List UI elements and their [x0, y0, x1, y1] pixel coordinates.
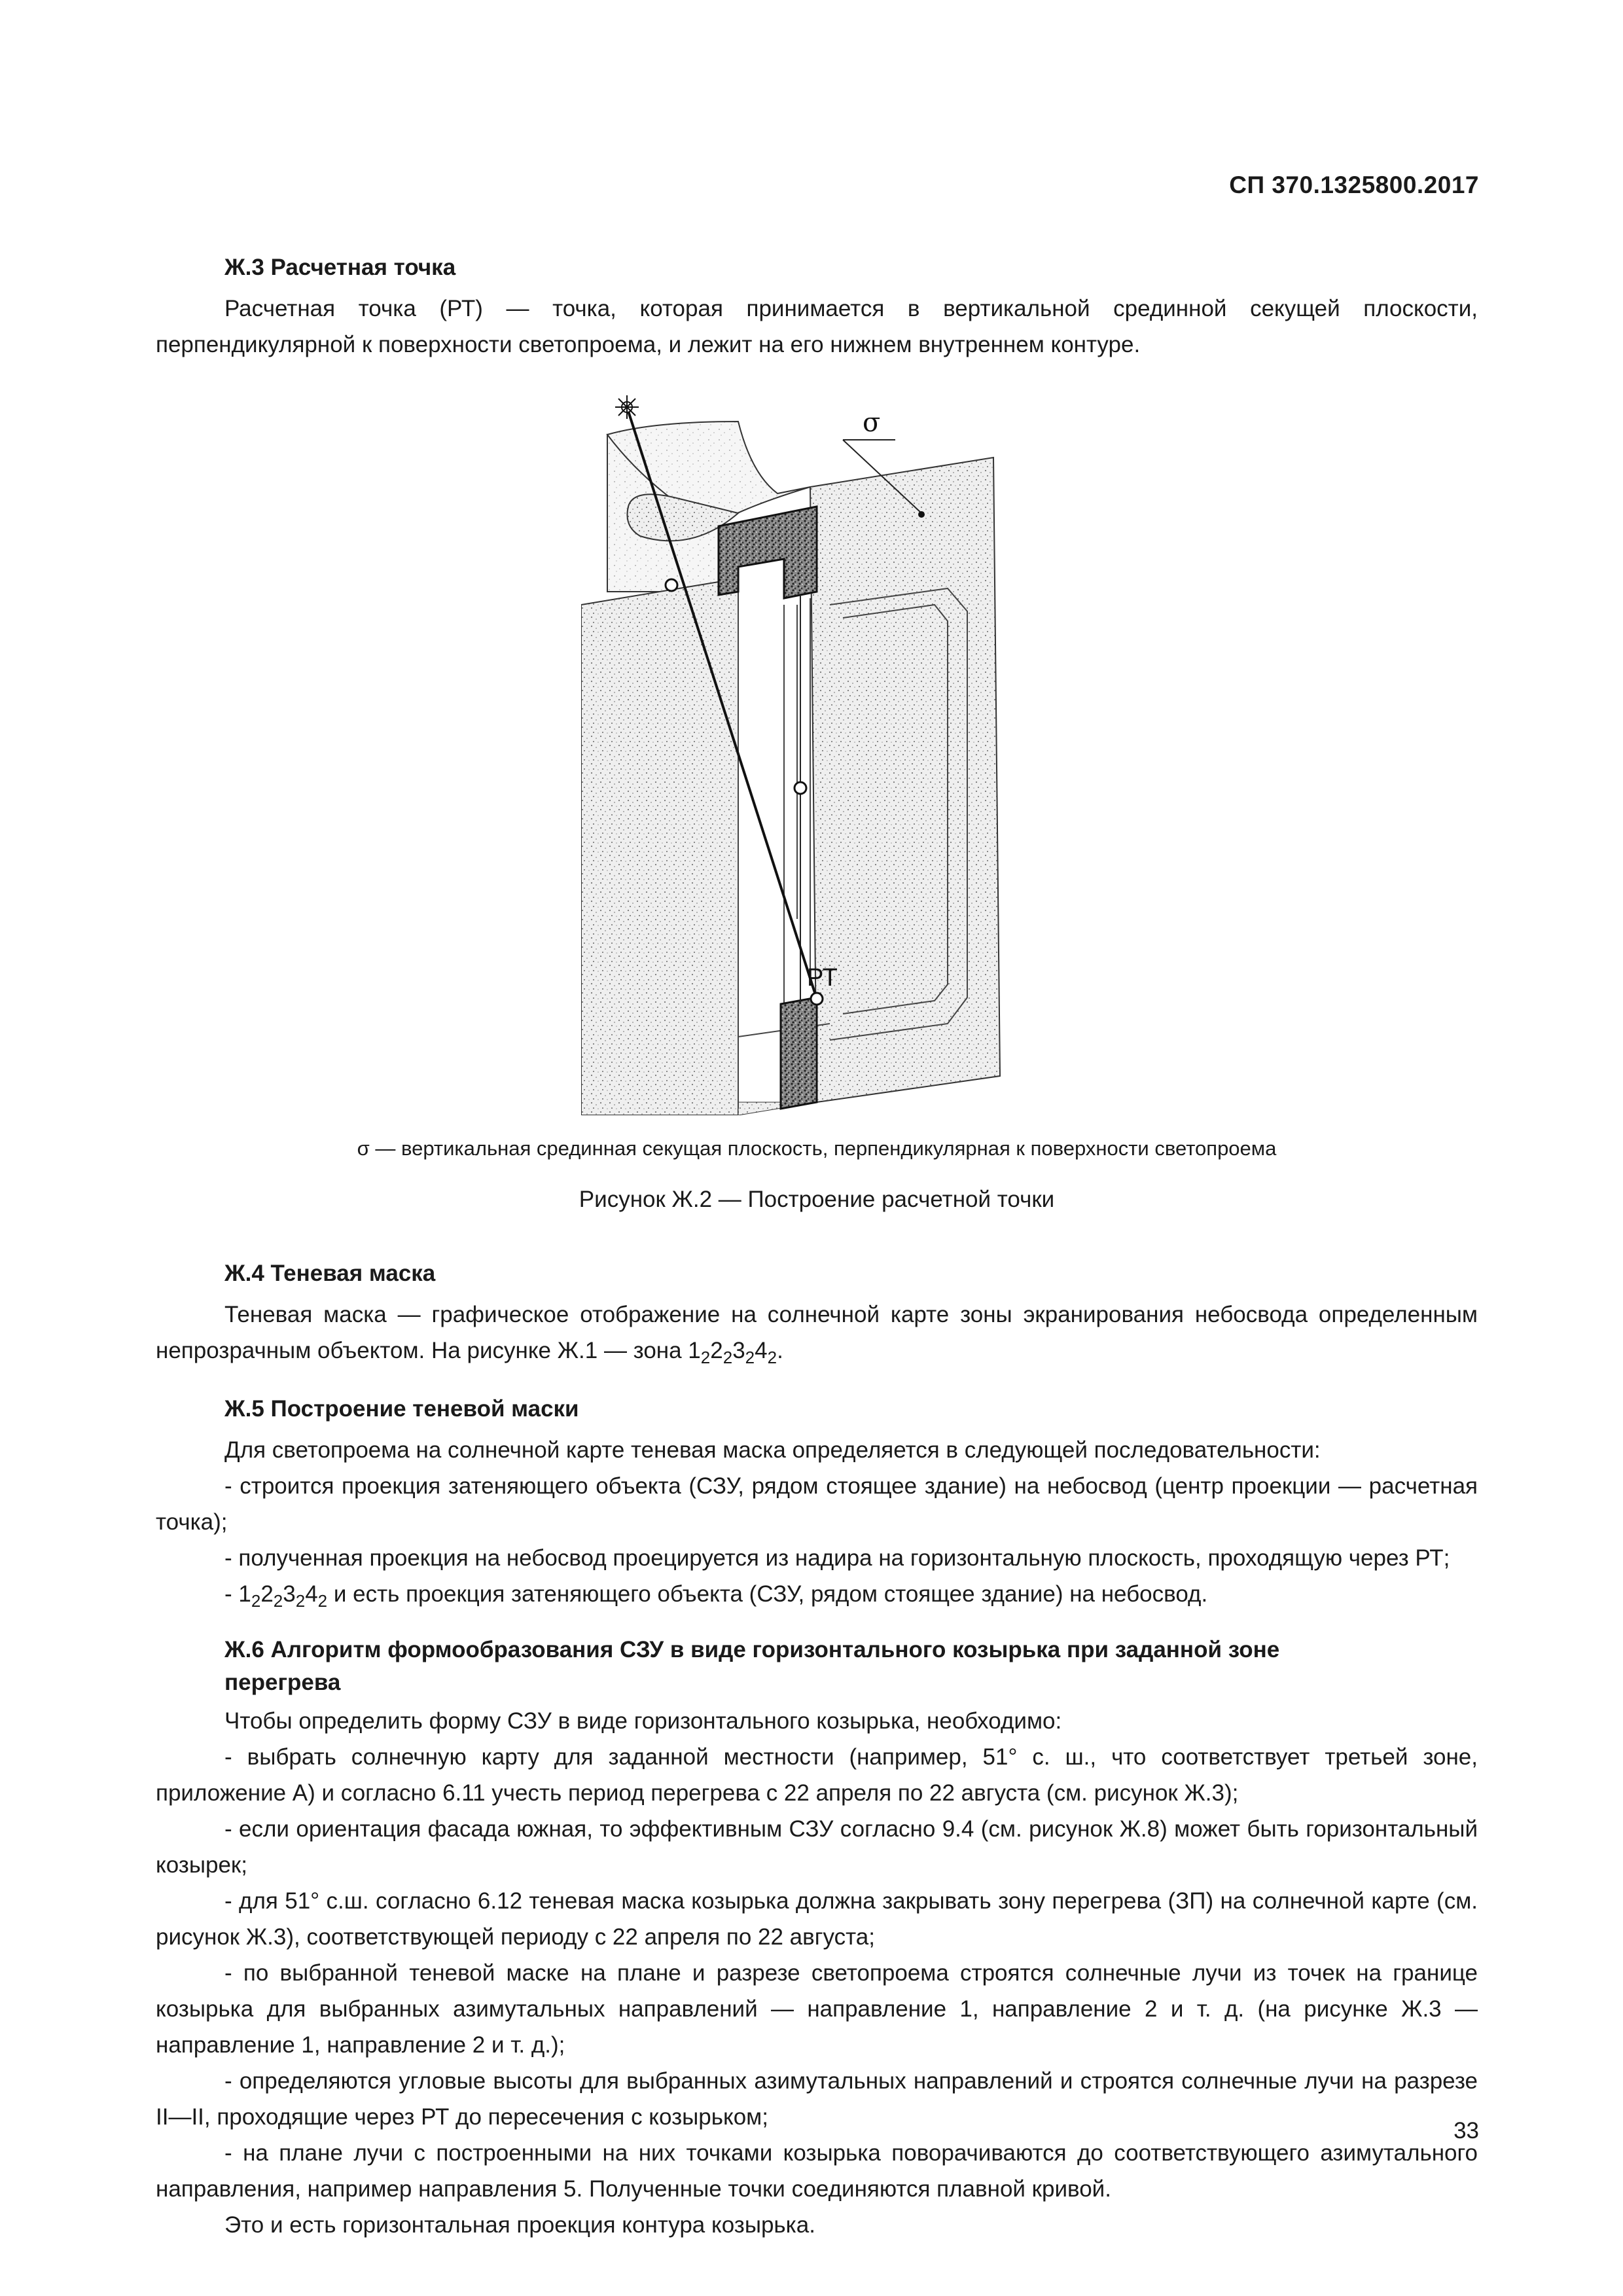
- heading-zh6: Ж.6 Алгоритм формообразования СЗУ в виде горизонтального козырька при заданной зоне перегрева: [224, 1637, 1280, 1695]
- section-bottom: [781, 997, 817, 1109]
- section-zh5: [156, 1390, 1478, 1619]
- paragraph-zh5-item2: - полученная проекция на небосвод проецируется из надира на горизонтальную плоскость, проходящую через РТ;: [224, 1545, 1450, 1571]
- heading-zh3: Ж.3 Расчетная точка: [224, 255, 456, 280]
- canopy-point: [666, 579, 677, 591]
- paragraph-zh3: Расчетная точка (РТ) — точка, которая принимается в вертикальной срединной секущей плоскости, перпендикулярной к поверхности светопроема, и лежит на его нижнем внутреннем контуре.: [156, 296, 1478, 357]
- page-content: [156, 249, 1478, 2243]
- section-top: [719, 507, 817, 598]
- heading-zh5: Ж.5 Построение теневой маски: [224, 1396, 579, 1422]
- paragraph-zh4: Теневая маска — графическое отображение на солнечной карте зоны экранирования небосвода определенным непрозрачным объектом. На рисунке Ж.1 — зона $1_22_23_24_2$.: [156, 1302, 1478, 1367]
- facade-wall: [581, 579, 738, 1115]
- paragraph-zh5-item1: - строится проекция затеняющего объекта (СЗУ, рядом стоящее здание) на небосвод (центр проекции — расчетная точка);: [156, 1473, 1478, 1535]
- section-zh6: [156, 1634, 1478, 2243]
- sigma-dot: [918, 511, 925, 518]
- pt-point: [811, 993, 823, 1005]
- paragraph-zh6-item: - определяются угловые высоты для выбранных азимутальных направлений и строятся солнечные лучи на разрезе II—II, проходящие через РТ до пересечения с козырьком;: [156, 2068, 1478, 2130]
- paragraph-zh6-item: - если ориентация фасада южная, то эффективным СЗУ согласно 9.4 (см. рисунок Ж.8) может быть горизонтальный козырек;: [156, 1816, 1478, 1878]
- window-diagram: [581, 395, 1052, 1115]
- paragraph-zh6-intro: Чтобы определить форму СЗУ в виде горизонтального козырька, необходимо:: [224, 1708, 1062, 1734]
- paragraph-zh6-item: - по выбранной теневой маске на плане и разрезе светопроема строятся солнечные лучи из точек на границе козырька для выбранных азимутальных направлений — направление 1, направление 2 и т. д. (на рисунке Ж.3 — направление 1, направление 2 и т. д.);: [156, 1960, 1478, 2058]
- mid-point: [794, 782, 806, 794]
- pt-label: РТ: [807, 964, 838, 992]
- paragraph-zh6-item: Это и есть горизонтальная проекция контура козырька.: [224, 2212, 815, 2238]
- figure-zh2: [156, 395, 1478, 1161]
- section-zh4: [156, 1255, 1478, 1376]
- figure-caption: Рисунок Ж.2 — Построение расчетной точки: [579, 1187, 1055, 1212]
- document-code: СП 370.1325800.2017: [1229, 171, 1479, 198]
- sigma-label: σ: [863, 408, 881, 438]
- heading-zh4: Ж.4 Теневая маска: [224, 1261, 436, 1286]
- paragraph-zh5-intro: Для светопроема на солнечной карте теневая маска определяется в следующей последовательности:: [224, 1437, 1321, 1463]
- page-number: 33: [1454, 2118, 1479, 2144]
- paragraph-zh6-item: - для 51° с.ш. согласно 6.12 теневая маска козырька должна закрывать зону перегрева (ЗП) на солнечной карте (см. рисунок Ж.3), соответствующей периоду с 22 апреля по 22 августа;: [156, 1888, 1478, 1950]
- paragraph-zh6-item: - выбрать солнечную карту для заданной местности (например, 51° с. ш., что соответствует третьей зоне, приложение А) и согласно 6.11 учесть период перегрева с 22 апреля по 22 августа (см. рисунок Ж.3);: [156, 1744, 1478, 1806]
- paragraph-zh6-item: - на плане лучи с построенными на них точками козырька поворачиваются до соответствующего азимутального направления, например направления 5. Полученные точки соединяются плавной кривой.: [156, 2140, 1478, 2202]
- figure-legend: σ — вертикальная срединная секущая плоскость, перпендикулярная к поверхности светопроема: [357, 1137, 1277, 1160]
- sun-icon: [615, 395, 639, 419]
- paragraph-zh5-item3: - $1_22_23_24_2$ и есть проекция затеняющего объекта (СЗУ, рядом стоящее здание) на небосвод.: [224, 1581, 1208, 1611]
